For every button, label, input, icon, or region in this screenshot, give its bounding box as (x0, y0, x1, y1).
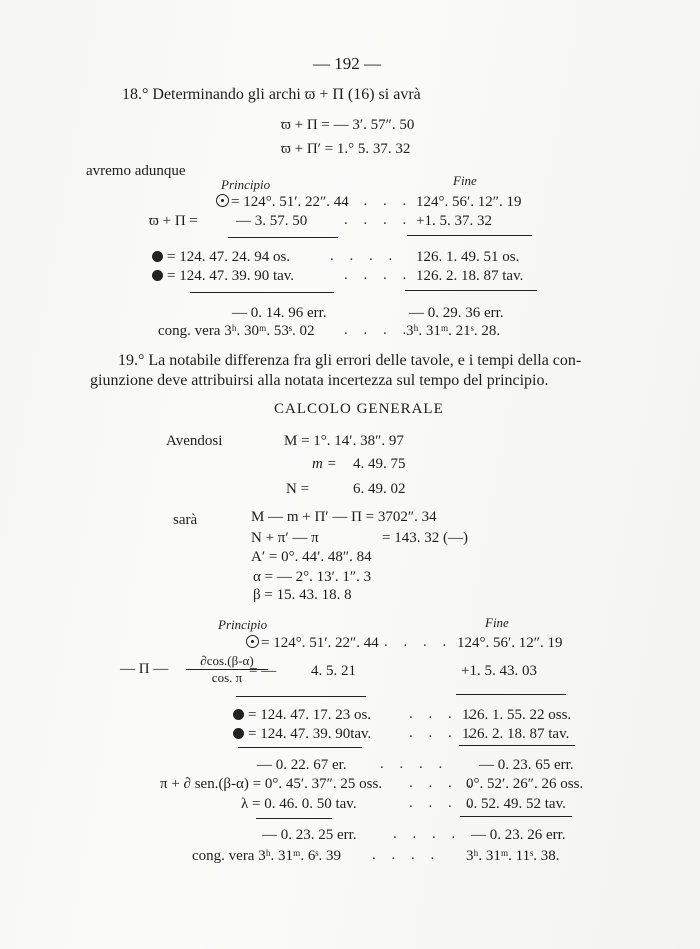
formula-4: α = — 2°. 13′. 1″. 3 (253, 569, 372, 585)
s19-lambda-fine: 0. 52. 49. 52 tav. (466, 796, 566, 812)
leader-dots: . . . . (384, 634, 453, 650)
s18-eq2: ϖ + Π′ = 1.° 5. 37. 32 (281, 141, 411, 157)
leader-dots: . . . . (409, 706, 478, 722)
s19-line2: giunzione deve attribuirsi alla notata incertezza sul tempo del principio. (90, 372, 549, 389)
s19-line1: 19.° La notabile differenza fra gli errori delle tavole, e i tempi della con- (118, 352, 582, 369)
s19-err2-principio: — 0. 23. 25 err. (262, 827, 357, 843)
leader-dots: . . . . (344, 193, 413, 209)
s19-moon-tav-row: = 124. 47. 39. 90tav. (233, 725, 371, 743)
s19-err1-principio: — 0. 22. 67 er. (257, 757, 347, 773)
s19-sun-row: = 124°. 51′. 22″. 44 (246, 634, 379, 652)
avendosi-label: Avendosi (166, 433, 223, 449)
rule (238, 747, 362, 748)
fraction-equals: = — (249, 663, 277, 679)
formula-2-value: = 143. 32 (—) (382, 530, 468, 546)
s19-cong-principio: cong. vera 3ʰ. 31ᵐ. 6ˢ. 39 (192, 848, 342, 864)
formula-5: β = 15. 43. 18. 8 (253, 587, 352, 603)
s19-pi-delta-fine: 0°. 52′. 26″. 26 oss. (466, 776, 584, 792)
moon-symbol-icon (233, 709, 244, 720)
value-m-label: m = (312, 456, 337, 472)
leader-dots: . . . . (344, 212, 413, 228)
fraction-fine: +1. 5. 43. 03 (461, 663, 537, 679)
s18-sun-row: = 124°. 51′. 22″. 44 (216, 193, 349, 211)
fraction-principio: 4. 5. 21 (311, 663, 356, 679)
s18-moon-obs-fine: 126. 1. 49. 51 os. (416, 249, 520, 265)
s18-cong-principio: cong. vera 3ʰ. 30ᵐ. 53ˢ. 02 (158, 323, 315, 339)
rule (190, 292, 334, 293)
leader-dots: . . . . (344, 267, 413, 283)
s18-err-fine: — 0. 29. 36 err. (409, 305, 504, 321)
s19-header-fine: Fine (485, 615, 509, 630)
sun-symbol-icon (246, 635, 259, 648)
s18-wp-label: ϖ + Π = (149, 213, 198, 229)
fraction-numerator: ∂cos.(β-α) (186, 653, 268, 670)
fraction-denominator: cos. π (211, 670, 243, 685)
s18-intro: 18.° Determinando gli archi ϖ + Π (16) si avrà (122, 86, 421, 103)
s18-wp-fine: +1. 5. 37. 32 (416, 213, 492, 229)
s19-err1-fine: — 0. 23. 65 err. (479, 757, 574, 773)
rule (407, 235, 532, 236)
s18-wp-principio: — 3. 57. 50 (236, 213, 308, 229)
page-number: — 192 — (313, 54, 381, 73)
s19-lambda-principio: λ = 0. 46. 0. 50 tav. (241, 796, 357, 812)
leader-dots: . . . . (372, 847, 441, 863)
moon-symbol-icon (152, 270, 163, 281)
leader-dots: . . . . (393, 826, 462, 842)
s18-eq1: ϖ + Π = — 3′. 57″. 50 (281, 117, 415, 133)
s19-sun-fine: 124°. 56′. 12″. 19 (457, 635, 563, 651)
s18-moon-tav-fine: 126. 2. 18. 87 tav. (416, 268, 524, 284)
leader-dots: . . . . (409, 775, 478, 791)
formula-1: M — m + Π′ — Π = 3702″. 34 (251, 509, 437, 525)
sun-symbol-icon (216, 194, 229, 207)
value-N: 6. 49. 02 (353, 481, 406, 497)
s18-moon-tav-row: = 124. 47. 39. 90 tav. (152, 267, 294, 285)
s18-cong-fine: 3ʰ. 31ᵐ. 21ˢ. 28. (406, 323, 501, 339)
leader-dots: . . . . (409, 795, 478, 811)
rule (228, 237, 338, 238)
value-N-label: N = (286, 481, 310, 497)
s18-avremo: avremo adunque (86, 163, 186, 179)
leader-dots: . . . . (380, 756, 449, 772)
rule (256, 818, 332, 819)
s19-moon-obs-fine: 126. 1. 55. 22 oss. (462, 707, 572, 723)
moon-symbol-icon (233, 728, 244, 739)
formula-3: A′ = 0°. 44′. 48″. 84 (251, 549, 372, 565)
rule (236, 696, 366, 697)
rule (456, 694, 566, 695)
value-M: M = 1°. 14′. 38″. 97 (284, 433, 404, 449)
s18-header-fine: Fine (453, 173, 477, 188)
s19-moon-tav-fine: 126. 2. 18. 87 tav. (462, 726, 570, 742)
leader-dots: . . . . (330, 248, 399, 264)
s19-cong-fine: 3ʰ. 31ᵐ. 11ˢ. 38. (466, 848, 560, 864)
moon-symbol-icon (152, 251, 163, 262)
leader-dots: . . . . (409, 725, 478, 741)
s18-moon-obs-row: = 124. 47. 24. 94 os. (152, 248, 290, 266)
rule (460, 816, 572, 817)
s19-header-principio: Principio (218, 617, 268, 632)
formula-2-label: N + π′ — π (251, 530, 319, 546)
s18-err-principio: — 0. 14. 96 err. (232, 305, 327, 321)
section-heading: CALCOLO GENERALE (274, 401, 444, 417)
rule (459, 745, 575, 746)
s19-err2-fine: — 0. 23. 26 err. (471, 827, 566, 843)
s19-pi-delta-principio: π + ∂ sen.(β-α) = 0°. 45′. 37″. 25 oss. (160, 776, 383, 792)
sara-label: sarà (173, 512, 198, 528)
s19-moon-obs-row: = 124. 47. 17. 23 os. (233, 706, 371, 724)
s18-sun-fine: 124°. 56′. 12″. 19 (416, 194, 522, 210)
value-m: 4. 49. 75 (353, 456, 406, 472)
s18-header-principio: Principio (221, 177, 271, 192)
pi-label: — Π — (120, 661, 169, 677)
rule (405, 290, 537, 291)
leader-dots: . . . . (344, 322, 413, 338)
